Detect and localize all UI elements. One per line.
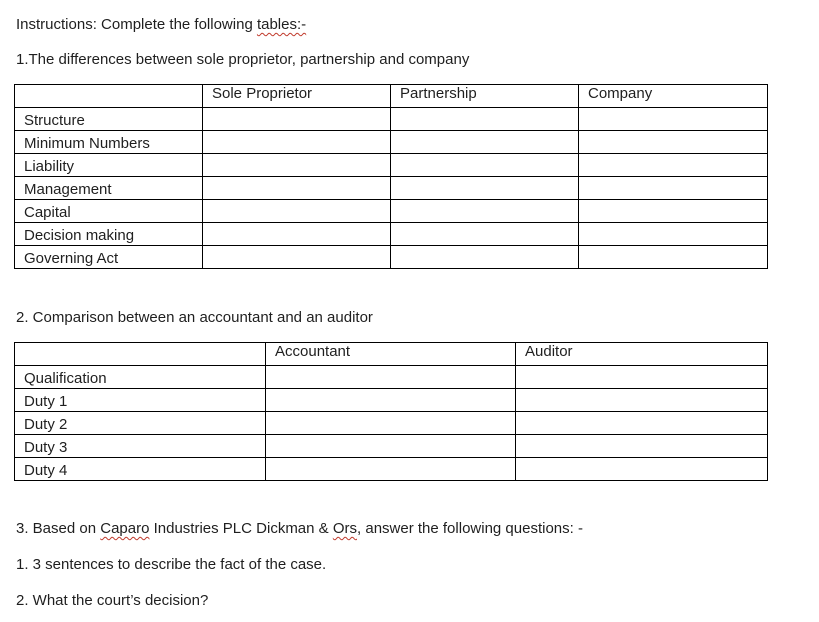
role-table-header-cell [15, 343, 266, 366]
business-table-row [15, 131, 768, 154]
instructions-tables-word: tables:- [256, 16, 307, 33]
business-table-answer-cell[interactable] [203, 223, 391, 246]
role-table-row-label: Duty 1 [15, 389, 266, 412]
role-table-row-label: Duty 3 [15, 435, 266, 458]
instructions-text: Instructions: Complete the following [16, 16, 257, 33]
business-table-answer-cell[interactable] [391, 108, 579, 131]
comparison-table-accountant-auditor [14, 342, 768, 481]
role-table-header-cell: Accountant [266, 343, 516, 366]
role-table-answer-cell[interactable] [266, 366, 516, 389]
business-table-row [15, 108, 768, 131]
business-table-header-cell: Company [579, 85, 768, 108]
role-table-answer-cell[interactable] [266, 412, 516, 435]
business-table-answer-cell[interactable] [579, 200, 768, 223]
business-table-answer-cell[interactable] [579, 177, 768, 200]
business-table-answer-cell[interactable] [203, 108, 391, 131]
question-2: 2. What the court’s decision? [16, 592, 209, 609]
role-table-answer-cell[interactable] [516, 412, 768, 435]
role-table-row [15, 389, 768, 412]
business-table-row [15, 200, 768, 223]
business-table-answer-cell[interactable] [203, 246, 391, 269]
business-table-answer-cell[interactable] [579, 131, 768, 154]
business-table-row-label: Management [15, 177, 203, 200]
section3-title-e: , answer the following questions: - [357, 520, 583, 537]
business-table-row-label: Governing Act [15, 246, 203, 269]
business-table-row [15, 246, 768, 269]
business-table-answer-cell[interactable] [391, 223, 579, 246]
section1-title: 1.The differences between sole proprietor, partnership and company [16, 51, 470, 68]
business-table-answer-cell[interactable] [391, 177, 579, 200]
business-table-answer-cell[interactable] [579, 246, 768, 269]
section2-title: 2. Comparison between an accountant and an auditor [16, 309, 373, 326]
business-table-answer-cell[interactable] [391, 131, 579, 154]
business-table-answer-cell[interactable] [391, 200, 579, 223]
business-table-answer-cell[interactable] [579, 108, 768, 131]
business-table-answer-cell[interactable] [203, 200, 391, 223]
role-table-answer-cell[interactable] [516, 435, 768, 458]
role-table-row [15, 412, 768, 435]
business-table-row-label: Structure [15, 108, 203, 131]
section3-ors: Ors [332, 520, 358, 537]
business-table-header-cell: Partnership [391, 85, 579, 108]
business-table-header-cell: Sole Proprietor [203, 85, 391, 108]
role-table-answer-cell[interactable] [516, 366, 768, 389]
business-table-answer-cell[interactable] [203, 131, 391, 154]
role-table-row [15, 435, 768, 458]
section3-title-c: Industries PLC Dickman & [149, 520, 333, 537]
business-table-row-label: Minimum Numbers [15, 131, 203, 154]
business-table-answer-cell[interactable] [579, 154, 768, 177]
section3-title-a: 3. Based on [16, 520, 101, 537]
business-table-row-label: Decision making [15, 223, 203, 246]
section3-caparo: Caparo [100, 520, 150, 537]
business-table-row-label: Liability [15, 154, 203, 177]
instructions-line [16, 16, 306, 33]
role-table-header-row [15, 343, 768, 366]
business-table-answer-cell[interactable] [391, 154, 579, 177]
section3-title [16, 520, 583, 537]
role-table-answer-cell[interactable] [266, 435, 516, 458]
role-table-row [15, 366, 768, 389]
business-table-header-cell [15, 85, 203, 108]
role-table-header-cell: Auditor [516, 343, 768, 366]
business-table-row [15, 177, 768, 200]
business-table-answer-cell[interactable] [391, 246, 579, 269]
comparison-table-business [14, 84, 768, 269]
role-table-answer-cell[interactable] [516, 389, 768, 412]
business-table-answer-cell[interactable] [579, 223, 768, 246]
business-table-header-row [15, 85, 768, 108]
question-1: 1. 3 sentences to describe the fact of the case. [16, 556, 327, 573]
business-table-row [15, 223, 768, 246]
role-table-row-label: Duty 4 [15, 458, 266, 481]
business-table-row [15, 154, 768, 177]
role-table-answer-cell[interactable] [516, 458, 768, 481]
business-table-answer-cell[interactable] [203, 154, 391, 177]
role-table-answer-cell[interactable] [266, 458, 516, 481]
role-table-row-label: Duty 2 [15, 412, 266, 435]
role-table-row-label: Qualification [15, 366, 266, 389]
business-table-row-label: Capital [15, 200, 203, 223]
role-table-row [15, 458, 768, 481]
role-table-answer-cell[interactable] [266, 389, 516, 412]
business-table-answer-cell[interactable] [203, 177, 391, 200]
